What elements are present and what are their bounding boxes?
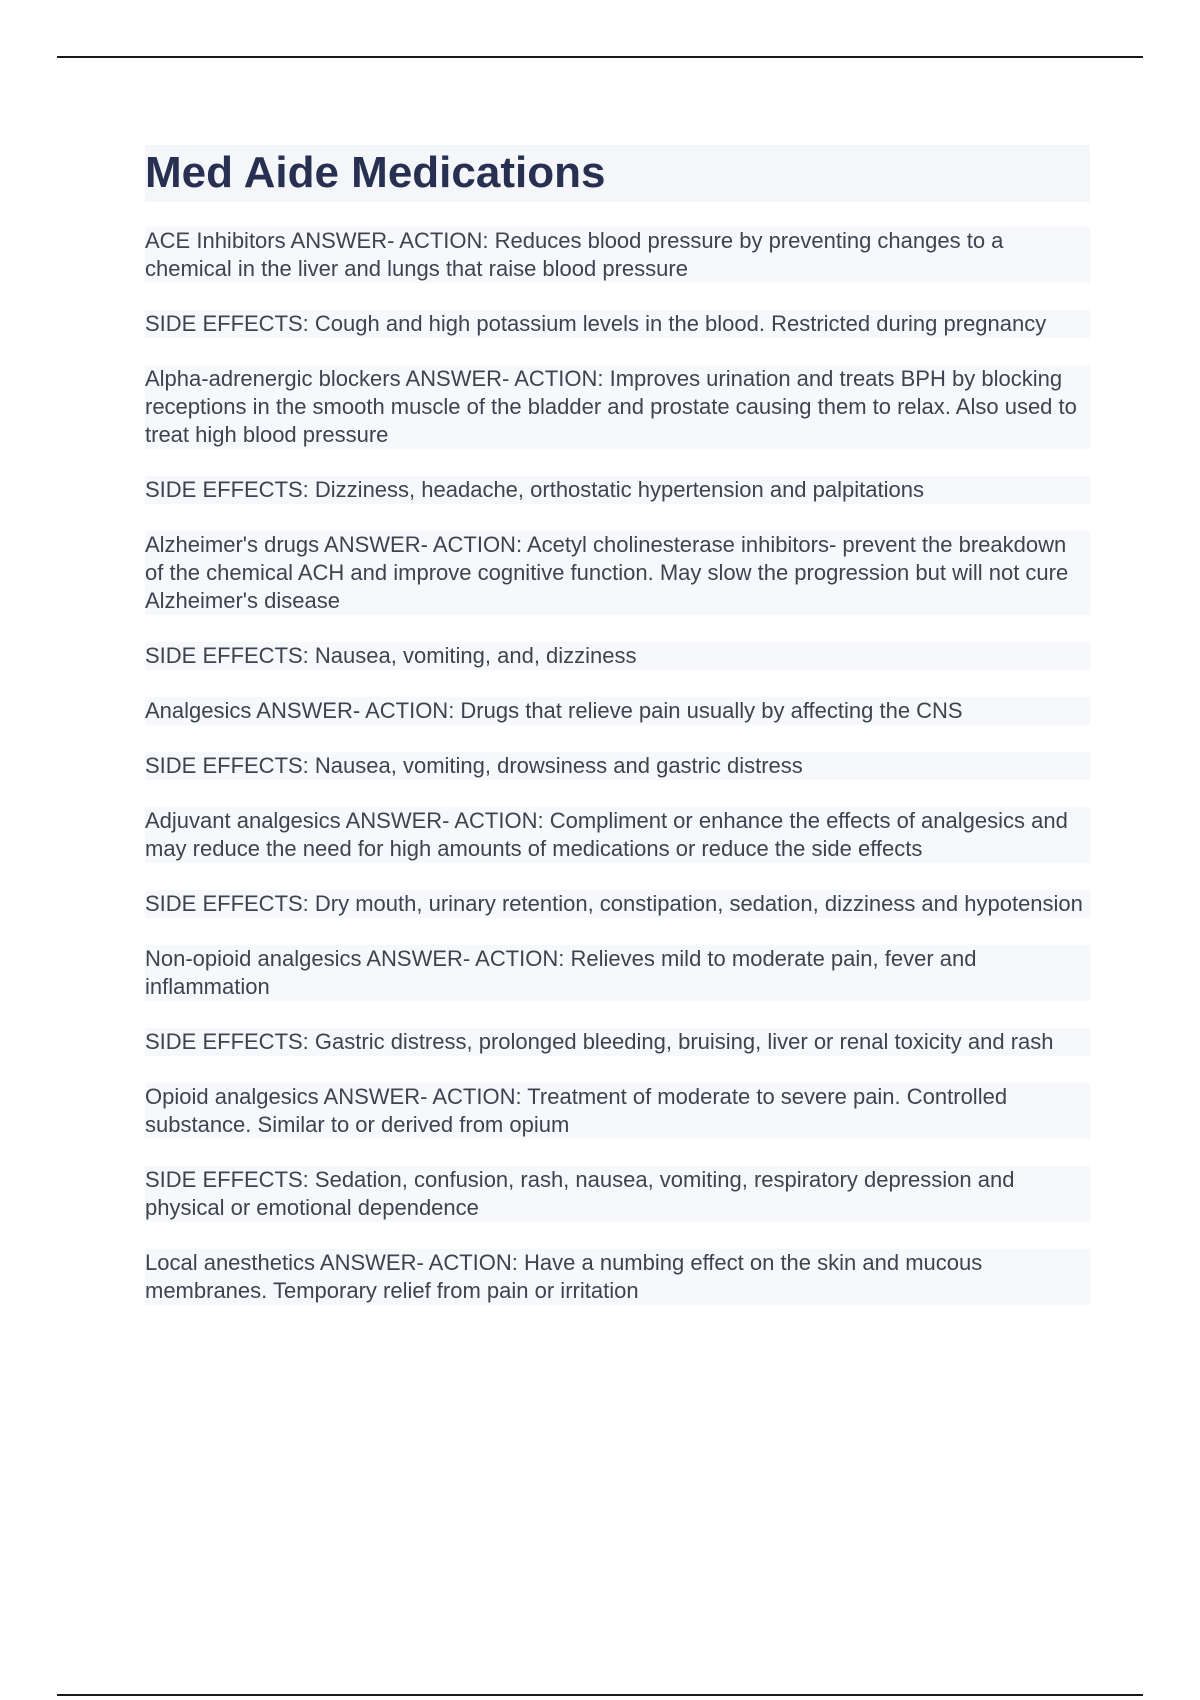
- document-body: [145, 145, 1090, 1332]
- paragraph-analgesics-side-effects: SIDE EFFECTS: Nausea, vomiting, drowsiness and gastric distress: [145, 752, 1090, 780]
- paragraph-alpha-blockers-action: Alpha-adrenergic blockers ANSWER- ACTION: Improves urination and treats BPH by blocking receptions in the smooth muscle of the bladder and prostate causing them to relax. Also used to treat high blood pressure: [145, 365, 1090, 449]
- paragraph-ace-inhibitors-action: ACE Inhibitors ANSWER- ACTION: Reduces blood pressure by preventing changes to a chemical in the liver and lungs that raise blood pressure: [145, 227, 1090, 283]
- paragraph-analgesics-action: Analgesics ANSWER- ACTION: Drugs that relieve pain usually by affecting the CNS: [145, 697, 1090, 725]
- paragraph-non-opioid-action: Non-opioid analgesics ANSWER- ACTION: Relieves mild to moderate pain, fever and inflammation: [145, 945, 1090, 1001]
- paragraph-alzheimers-side-effects: SIDE EFFECTS: Nausea, vomiting, and, dizziness: [145, 642, 1090, 670]
- paragraph-non-opioid-side-effects: SIDE EFFECTS: Gastric distress, prolonged bleeding, bruising, liver or renal toxicity and rash: [145, 1028, 1090, 1056]
- footer-rule: [57, 1694, 1143, 1696]
- paragraph-opioid-action: Opioid analgesics ANSWER- ACTION: Treatment of moderate to severe pain. Controlled substance. Similar to or derived from opium: [145, 1083, 1090, 1139]
- paragraph-alzheimers-action: Alzheimer's drugs ANSWER- ACTION: Acetyl cholinesterase inhibitors- prevent the breakdown of the chemical ACH and improve cognitive function. May slow the progression but will not cure Alzheimer's disease: [145, 531, 1090, 615]
- paragraph-adjuvant-side-effects: SIDE EFFECTS: Dry mouth, urinary retention, constipation, sedation, dizziness and hypotension: [145, 890, 1090, 918]
- paragraph-opioid-side-effects: SIDE EFFECTS: Sedation, confusion, rash, nausea, vomiting, respiratory depression and physical or emotional dependence: [145, 1166, 1090, 1222]
- header-rule: [57, 56, 1143, 58]
- document-title: Med Aide Medications: [145, 145, 1090, 202]
- paragraph-local-anesthetics-action: Local anesthetics ANSWER- ACTION: Have a numbing effect on the skin and mucous membranes. Temporary relief from pain or irritation: [145, 1249, 1090, 1305]
- paragraph-ace-inhibitors-side-effects: SIDE EFFECTS: Cough and high potassium levels in the blood. Restricted during pregnancy: [145, 310, 1090, 338]
- paragraph-adjuvant-action: Adjuvant analgesics ANSWER- ACTION: Compliment or enhance the effects of analgesics and may reduce the need for high amounts of medications or reduce the side effects: [145, 807, 1090, 863]
- paragraph-alpha-blockers-side-effects: SIDE EFFECTS: Dizziness, headache, orthostatic hypertension and palpitations: [145, 476, 1090, 504]
